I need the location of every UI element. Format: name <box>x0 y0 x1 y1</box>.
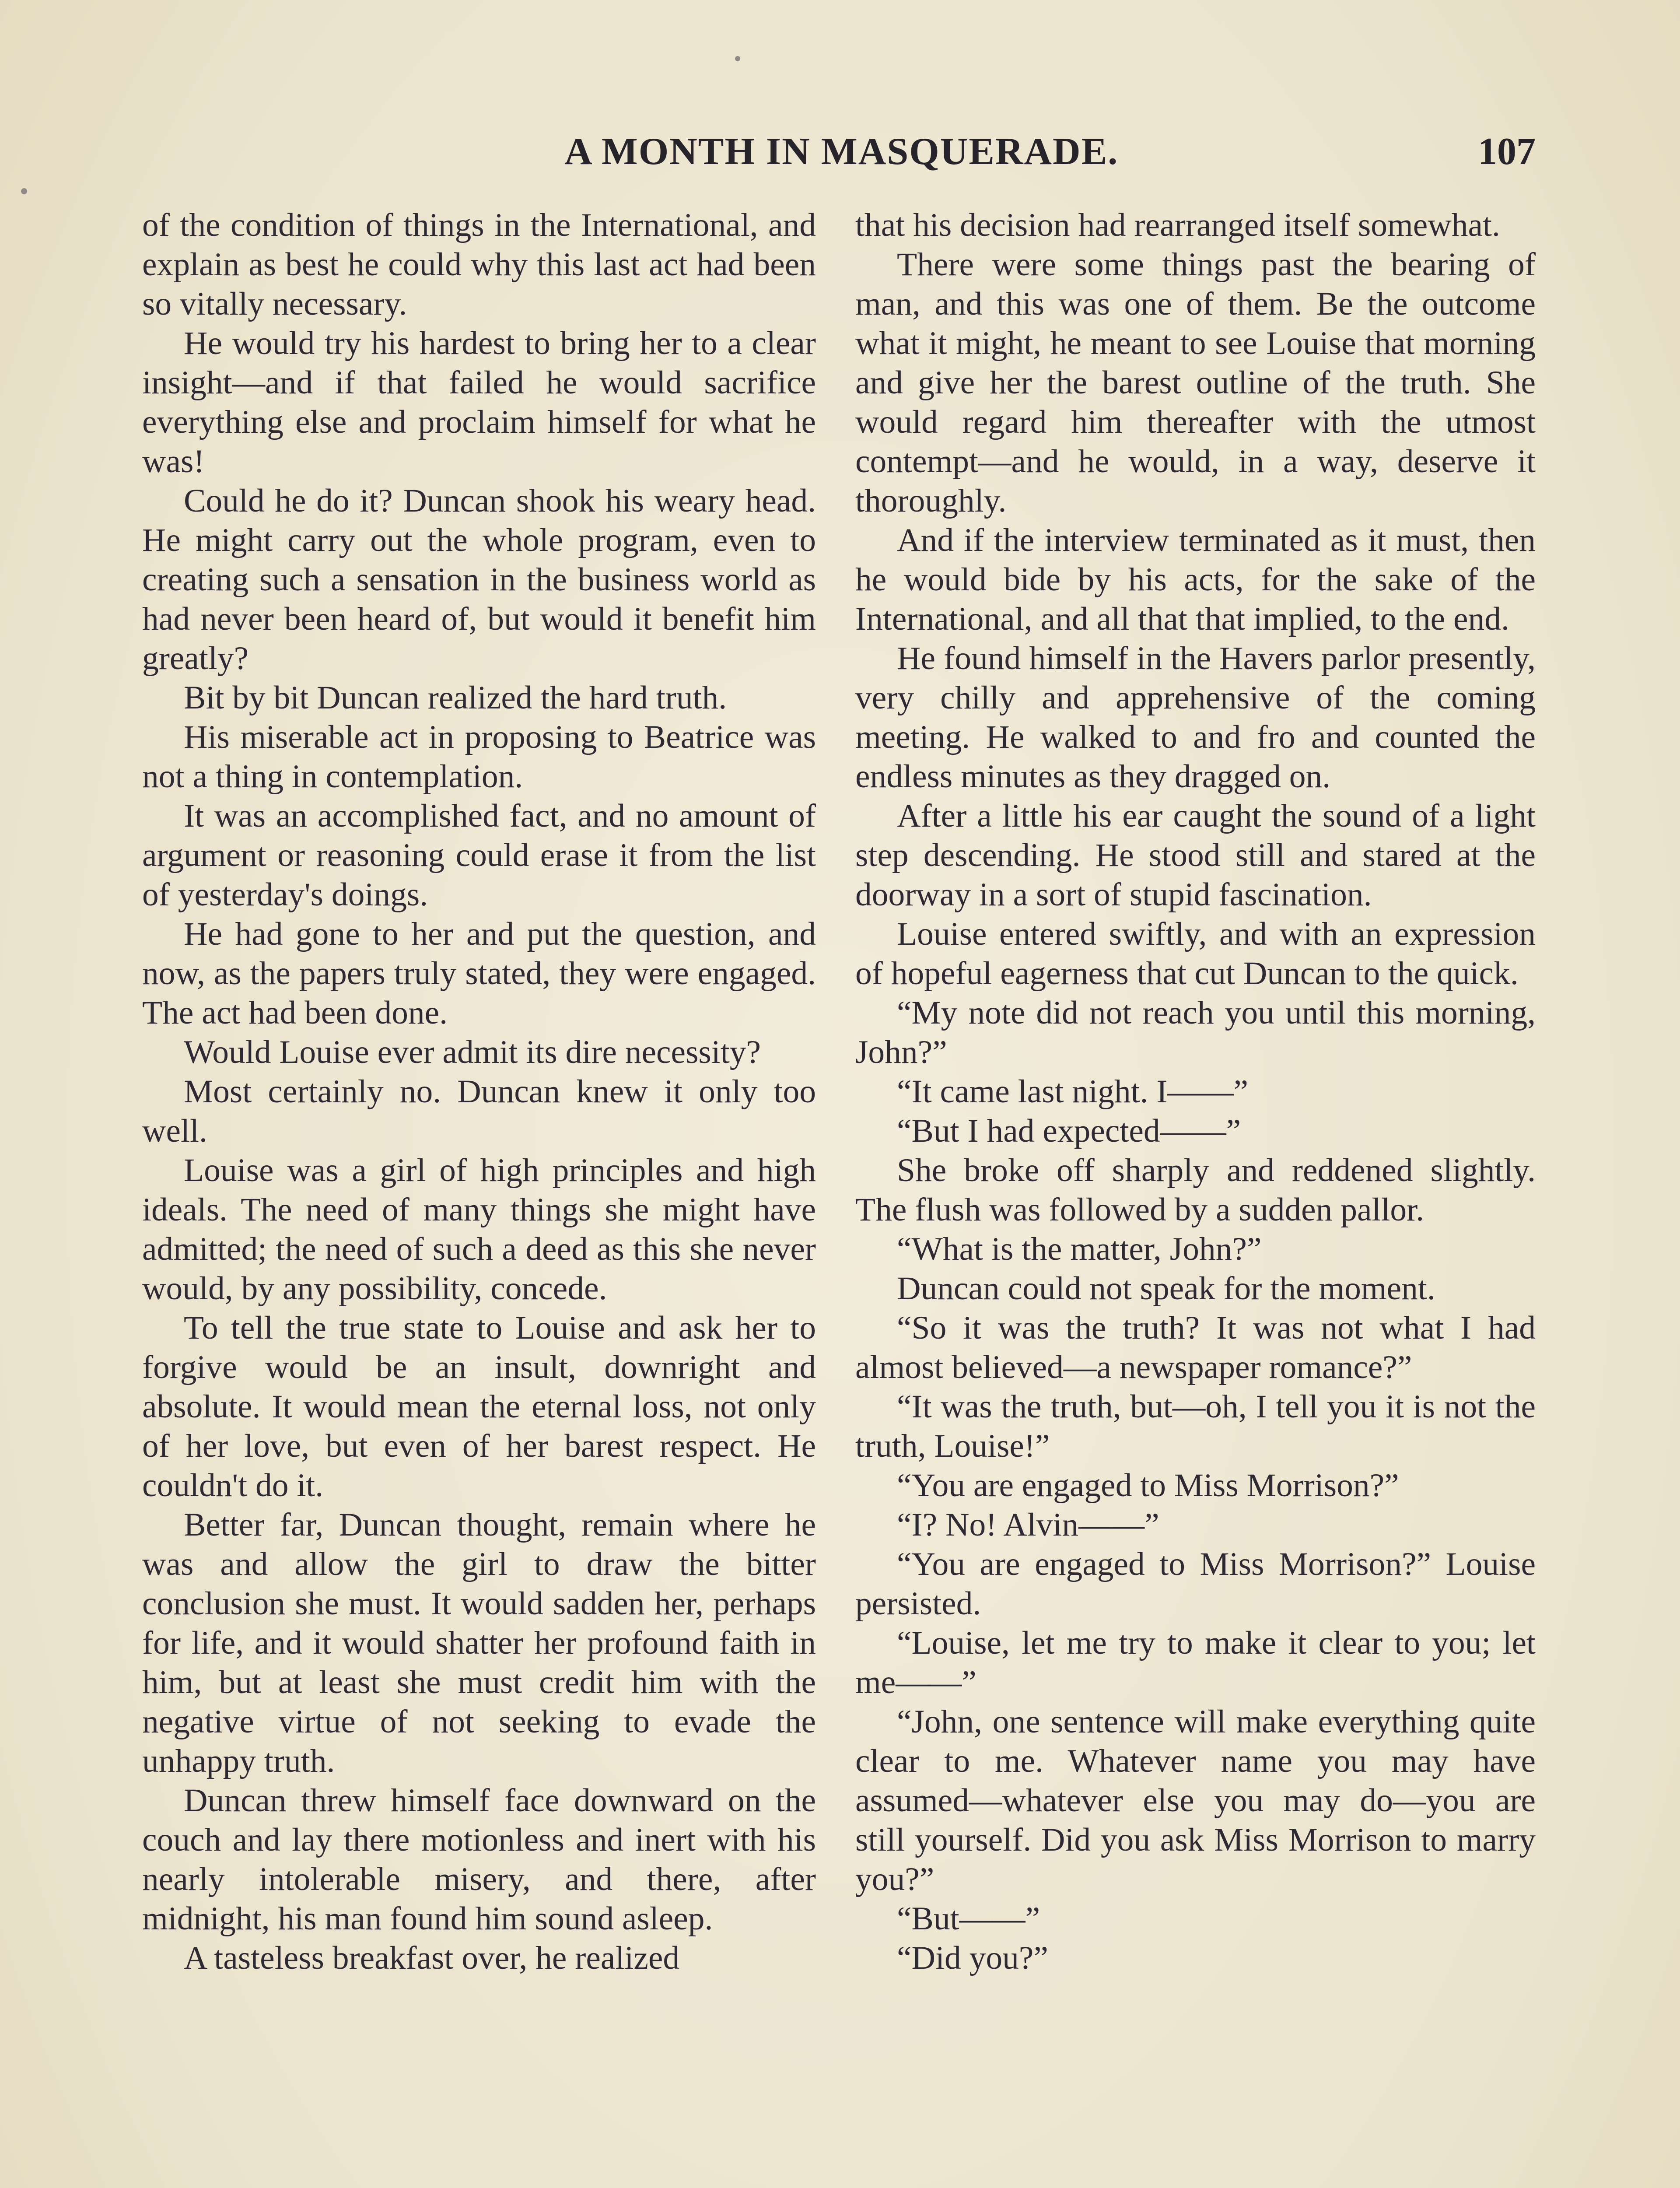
dialogue-line: “So it was the truth? It was not what I had almost believed—a newspaper romance?” <box>855 1310 1536 1385</box>
paragraph: Duncan could not speak for the moment. <box>897 1270 1435 1307</box>
page-number: 107 <box>1478 130 1536 173</box>
running-title: A MONTH IN MASQUERADE. <box>564 130 1119 173</box>
dialogue-line: “It was the truth, but—oh, I tell you it is not the truth, Louise!” <box>855 1389 1536 1464</box>
dialogue-line: “But——” <box>897 1900 1040 1937</box>
paragraph: He found himself in the Havers parlor presently, very chilly and apprehensive of the coming meeting. He walked to and fro and counted the endless minutes as they dragged on. <box>855 640 1536 795</box>
paragraph: Duncan threw himself face downward on the couch and lay there motionless and inert with his nearly intolerable misery, and there, after midnight, his man found him sound asleep. <box>142 1782 816 1937</box>
paragraph: Louise was a girl of high principles and high ideals. The need of many things she might have admitted; the need of such a deed as this she never would, by any possibility, concede. <box>142 1152 816 1307</box>
dialogue-line: “It came last night. I——” <box>897 1073 1248 1110</box>
dialogue-line: “You are engaged to Miss Morrison?” <box>897 1467 1399 1504</box>
paper-speck <box>21 188 27 194</box>
dialogue-line: “You are engaged to Miss Morrison?” Louise persisted. <box>855 1546 1536 1622</box>
paragraph: Better far, Duncan thought, remain where he was and allow the girl to draw the bitter conclusion she must. It would sadden her, perhaps for life, and it would shatter her profound faith in him, but at least she must credit him with the negative virtue of not seeking to evade the unhappy truth. <box>142 1507 816 1779</box>
left-text-column <box>142 206 816 1978</box>
dialogue-line: “I? No! Alvin——” <box>897 1507 1159 1543</box>
paragraph: She broke off sharply and reddened slightly. The flush was followed by a sudden pallor. <box>855 1152 1536 1228</box>
paragraph: A tasteless breakfast over, he realized <box>184 1940 680 1976</box>
paragraph: Bit by bit Duncan realized the hard truth. <box>184 680 727 716</box>
paragraph: To tell the true state to Louise and ask her to forgive would be an insult, downright and absolute. It would mean the eternal loss, not only of her love, but even of her barest respect. He couldn't do it. <box>142 1310 816 1504</box>
paragraph: that his decision had rearranged itself somewhat. <box>855 207 1500 243</box>
paragraph: His miserable act in proposing to Beatrice was not a thing in contemplation. <box>142 719 816 795</box>
paragraph: Would Louise ever admit its dire necessity? <box>184 1034 761 1070</box>
paragraph: He had gone to her and put the question, and now, as the papers truly stated, they were engaged. The act had been done. <box>142 916 816 1031</box>
paragraph: Could he do it? Duncan shook his weary head. He might carry out the whole program, even to creating such a sensation in the business world as had never been heard of, but would it benefit him greatly? <box>142 483 816 677</box>
dialogue-line: “Did you?” <box>897 1940 1048 1976</box>
paragraph: Louise entered swiftly, and with an expression of hopeful eagerness that cut Duncan to the quick. <box>855 916 1536 992</box>
dialogue-line: “But I had expected——” <box>897 1113 1241 1149</box>
paragraph: Most certainly no. Duncan knew it only too well. <box>142 1073 816 1149</box>
paragraph: of the condition of things in the International, and explain as best he could why this last act had been so vitally necessary. <box>142 207 816 322</box>
dialogue-line: “John, one sentence will make everything quite clear to me. Whatever name you may have assumed—whatever else you may do—you are still yourself. Did you ask Miss Morrison to marry you?” <box>855 1704 1536 1897</box>
dialogue-line: “What is the matter, John?” <box>897 1231 1262 1267</box>
right-text-column <box>855 206 1536 1978</box>
paragraph: After a little his ear caught the sound of a light step descending. He stood still and stared at the doorway in a sort of stupid fascination. <box>855 798 1536 913</box>
dialogue-line: “My note did not reach you until this morning, John?” <box>855 995 1536 1070</box>
paragraph: He would try his hardest to bring her to a clear insight—and if that failed he would sacrifice everything else and proclaim himself for what he was! <box>142 325 816 480</box>
paragraph: And if the interview terminated as it must, then he would bide by his acts, for the sake of the International, and all that that implied, to the end. <box>855 522 1536 637</box>
paper-speck <box>735 56 740 61</box>
paragraph: It was an accomplished fact, and no amount of argument or reasoning could erase it from the list of yesterday's doings. <box>142 798 816 913</box>
paragraph: There were some things past the bearing of man, and this was one of them. Be the outcome what it might, he meant to see Louise that morning and give her the barest outline of the truth. She would regard him thereafter with the utmost contempt—and he would, in a way, deserve it thoroughly. <box>855 246 1536 519</box>
dialogue-line: “Louise, let me try to make it clear to you; let me——” <box>855 1625 1536 1701</box>
